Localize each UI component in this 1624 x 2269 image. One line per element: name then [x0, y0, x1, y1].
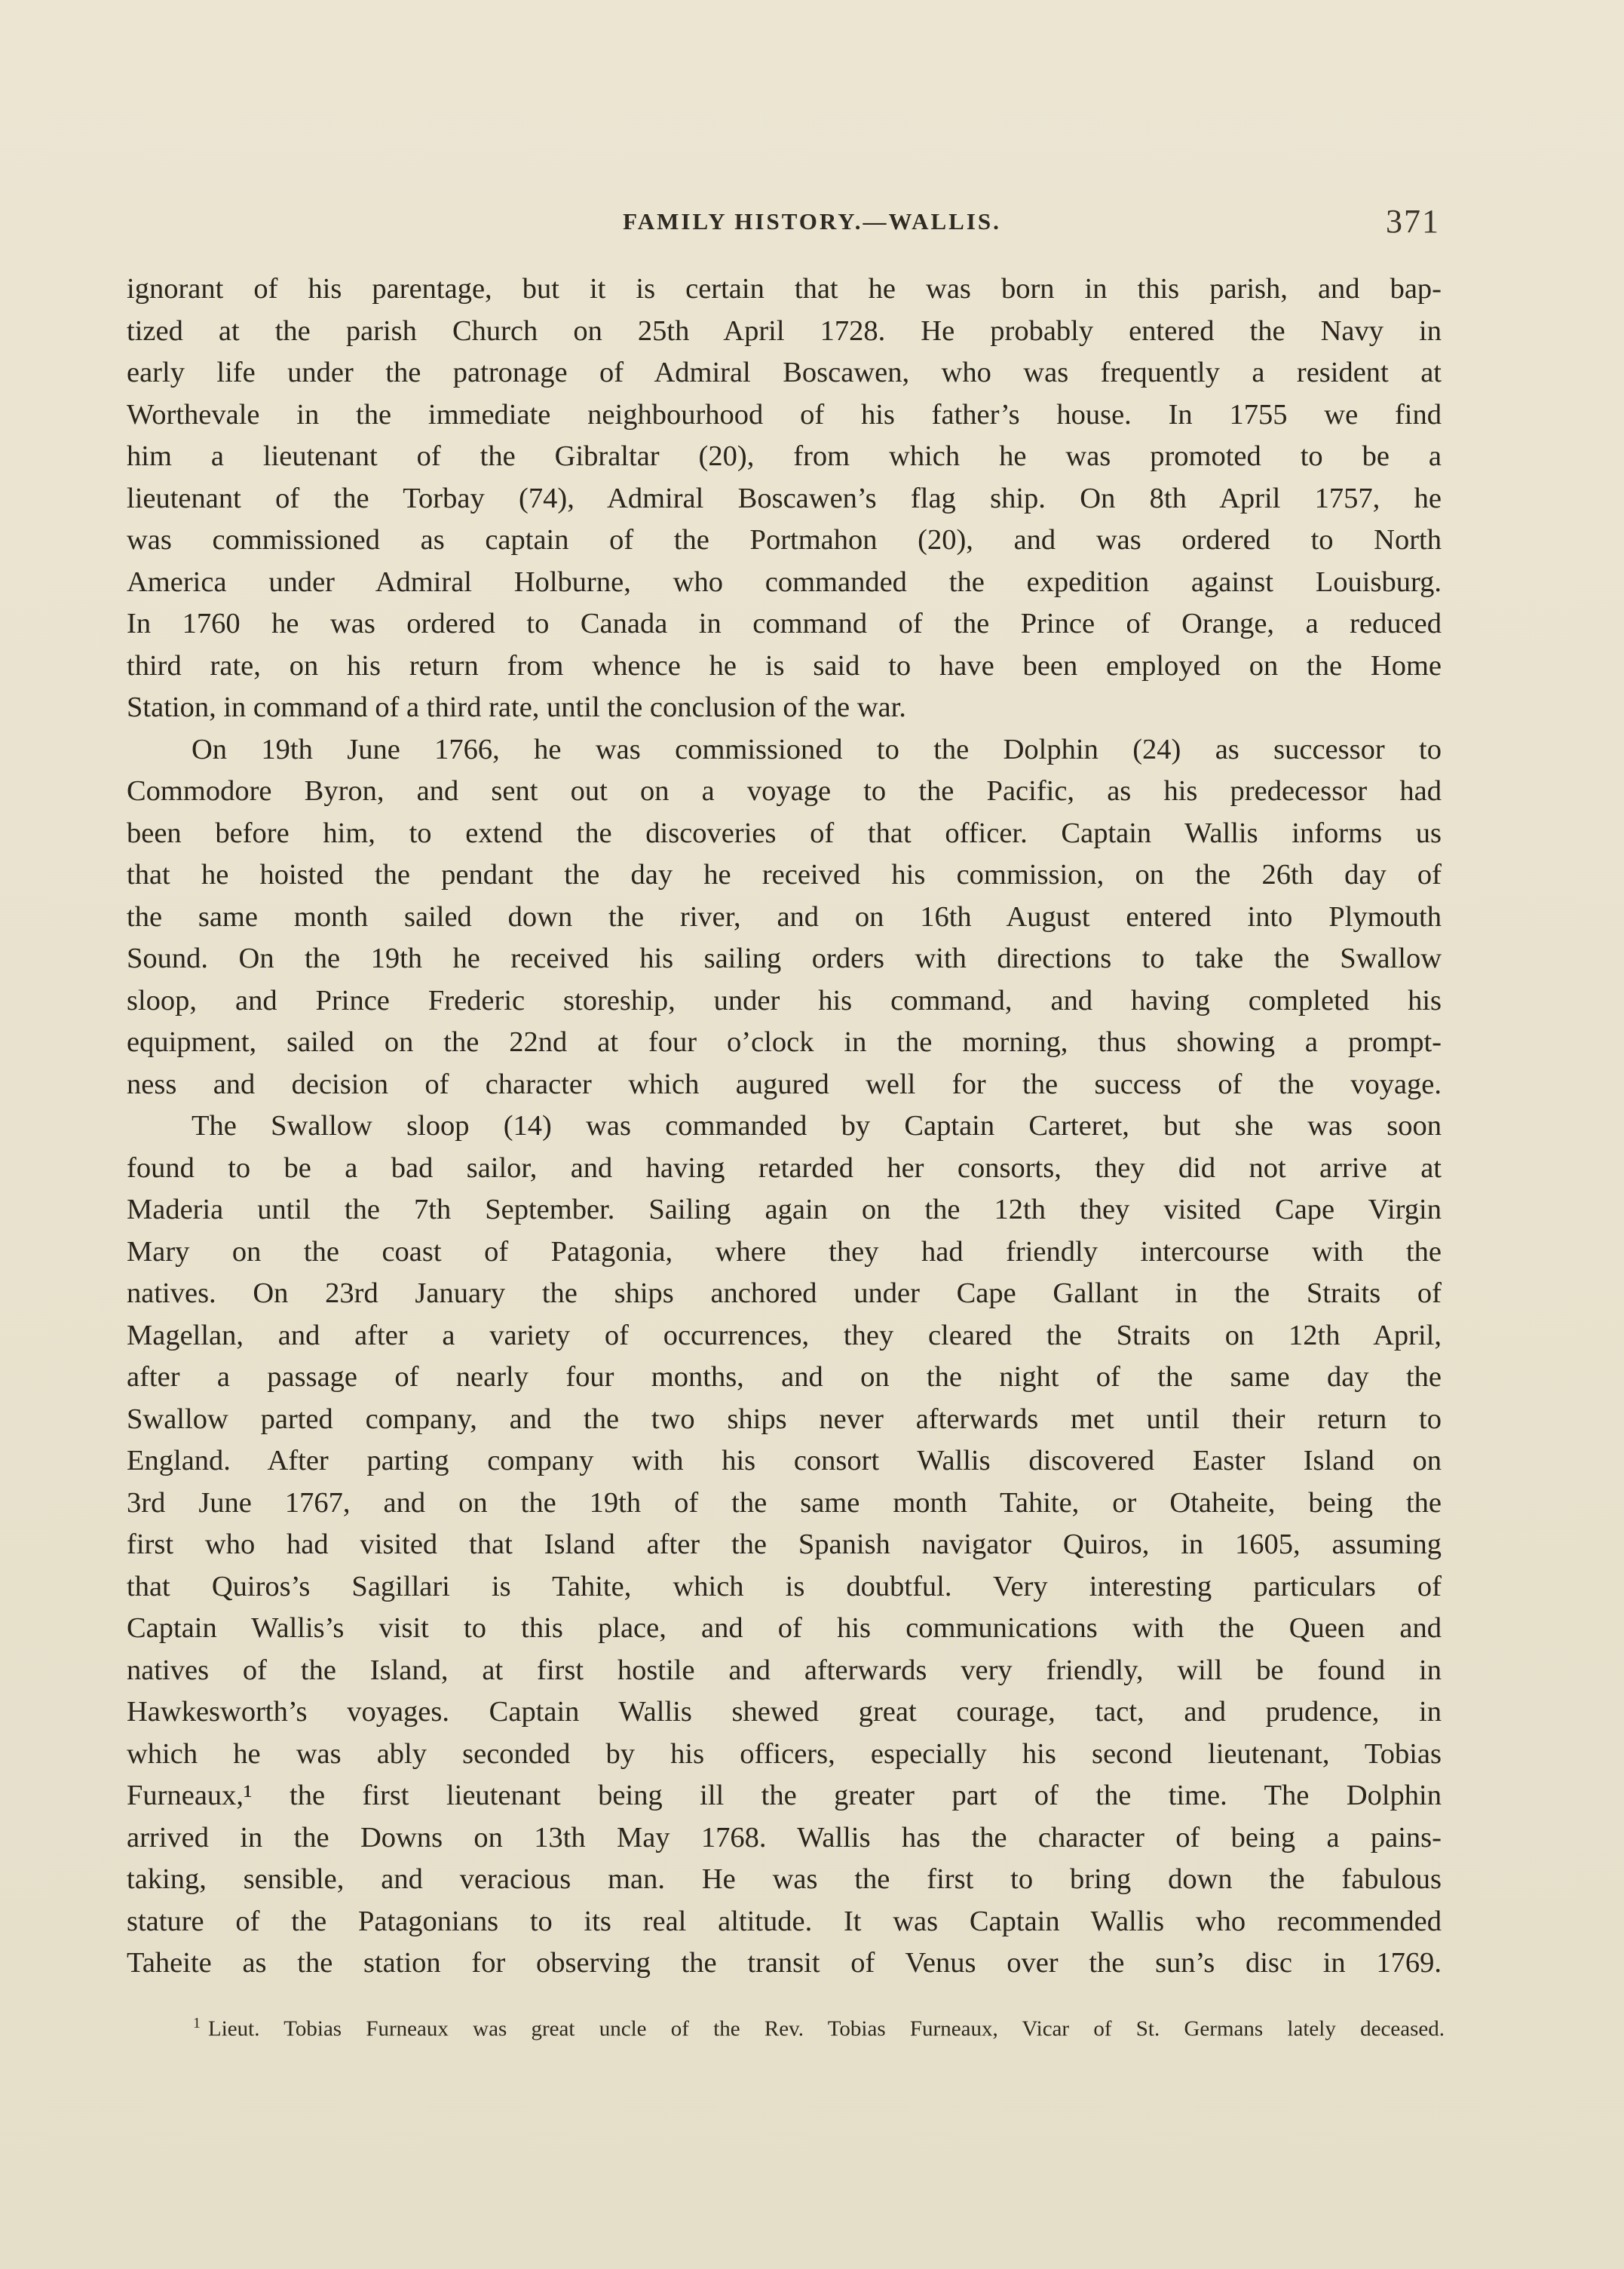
- running-title: FAMILY HISTORY.—WALLIS.: [623, 208, 1001, 235]
- text-line: Taheite as the station for observing the transit of Venus over the sun’s disc in 1769.: [127, 1947, 1442, 1979]
- text-line: England. After parting company with his consort Wallis discovered Easter Island on: [127, 1445, 1442, 1476]
- text-line: tized at the parish Church on 25th April 1728. He probably entered the Navy in: [127, 314, 1442, 347]
- text-line: equipment, sailed on the 22nd at four o’clock in the morning, thus showing a prompt-: [127, 1026, 1442, 1058]
- text-line: him a lieutenant of the Gibraltar (20), from which he was promoted to be a: [127, 440, 1442, 472]
- text-line: that Quiros’s Sagillari is Tahite, which is doubtful. Very interesting particulars of: [127, 1570, 1442, 1602]
- text-line: lieutenant of the Torbay (74), Admiral Boscawen’s flag ship. On 8th April 1757, he: [127, 482, 1442, 514]
- text-line: was commissioned as captain of the Portmahon (20), and was ordered to North: [127, 524, 1442, 556]
- footnote-text: Lieut. Tobias Furneaux was great uncle of the Rev. Tobias Furneaux, Vicar of St. Germans lately deceased.: [208, 2016, 1445, 2041]
- footnote-marker: 1: [193, 2015, 201, 2031]
- text-line: Commodore Byron, and sent out on a voyage to the Pacific, as his predecessor had: [127, 775, 1442, 807]
- text-line: third rate, on his return from whence he is said to have been employed on the Home: [127, 649, 1442, 682]
- text-line: ignorant of his parentage, but it is certain that he was born in this parish, and bap-: [127, 273, 1442, 305]
- footnote: [193, 2015, 1445, 2042]
- text-line: Maderia until the 7th September. Sailing again on the 12th they visited Cape Virgin: [127, 1194, 1442, 1225]
- text-line: stature of the Patagonians to its real altitude. It was Captain Wallis who recommended: [127, 1905, 1442, 1937]
- text-line: been before him, to extend the discoveries of that officer. Captain Wallis informs us: [127, 817, 1442, 849]
- text-line: taking, sensible, and veracious man. He was the first to bring down the fabulous: [127, 1863, 1442, 1895]
- text-line: arrived in the Downs on 13th May 1768. Wallis has the character of being a pains-: [127, 1821, 1442, 1854]
- text-line: the same month sailed down the river, and on 16th August entered into Plymouth: [127, 900, 1442, 933]
- text-line: sloop, and Prince Frederic storeship, under his command, and having completed his: [127, 984, 1442, 1016]
- page-number: 371: [1386, 203, 1440, 240]
- text-line: Worthevale in the immediate neighbourhood of his father’s house. In 1755 we find: [127, 398, 1442, 431]
- text-line: ness and decision of character which augured well for the success of the voyage.: [127, 1068, 1442, 1100]
- text-line: natives. On 23rd January the ships anchored under Cape Gallant in the Straits of: [127, 1277, 1442, 1309]
- text-line: Station, in command of a third rate, until the conclusion of the war.: [127, 691, 906, 723]
- text-line: On 19th June 1766, he was commissioned to the Dolphin (24) as successor to: [192, 733, 1442, 765]
- text-line: America under Admiral Holburne, who commanded the expedition against Louisburg.: [127, 566, 1442, 598]
- text-line: The Swallow sloop (14) was commanded by Captain Carteret, but she was soon: [192, 1110, 1442, 1142]
- text-line: found to be a bad sailor, and having retarded her consorts, they did not arrive at: [127, 1151, 1442, 1184]
- running-head: [0, 202, 1624, 247]
- text-line: which he was ably seconded by his officers, especially his second lieutenant, Tobias: [127, 1737, 1442, 1770]
- text-line: Hawkesworth’s voyages. Captain Wallis shewed great courage, tact, and prudence, in: [127, 1696, 1442, 1728]
- body-text: [127, 268, 1442, 1985]
- text-line: Furneaux,¹ the first lieutenant being ill the greater part of the time. The Dolphin: [127, 1780, 1442, 1811]
- text-line: Mary on the coast of Patagonia, where they had friendly intercourse with the: [127, 1235, 1442, 1268]
- text-line: 3rd June 1767, and on the 19th of the same month Tahite, or Otaheite, being the: [127, 1486, 1442, 1519]
- text-line: Swallow parted company, and the two ships never afterwards met until their return to: [127, 1403, 1442, 1435]
- text-line: Magellan, and after a variety of occurrences, they cleared the Straits on 12th April,: [127, 1319, 1442, 1351]
- text-line: after a passage of nearly four months, and on the night of the same day the: [127, 1361, 1442, 1393]
- text-line: Sound. On the 19th he received his sailing orders with directions to take the Swallow: [127, 943, 1442, 974]
- text-line: that he hoisted the pendant the day he received his commission, on the 26th day of: [127, 859, 1442, 891]
- text-line: Captain Wallis’s visit to this place, and of his communications with the Queen and: [127, 1612, 1442, 1644]
- text-line: early life under the patronage of Admiral Boscawen, who was frequently a resident at: [127, 357, 1442, 388]
- text-line: natives of the Island, at first hostile and afterwards very friendly, will be found in: [127, 1654, 1442, 1686]
- text-line: In 1760 he was ordered to Canada in command of the Prince of Orange, a reduced: [127, 608, 1442, 639]
- text-line: first who had visited that Island after the Spanish navigator Quiros, in 1605, assuming: [127, 1529, 1442, 1560]
